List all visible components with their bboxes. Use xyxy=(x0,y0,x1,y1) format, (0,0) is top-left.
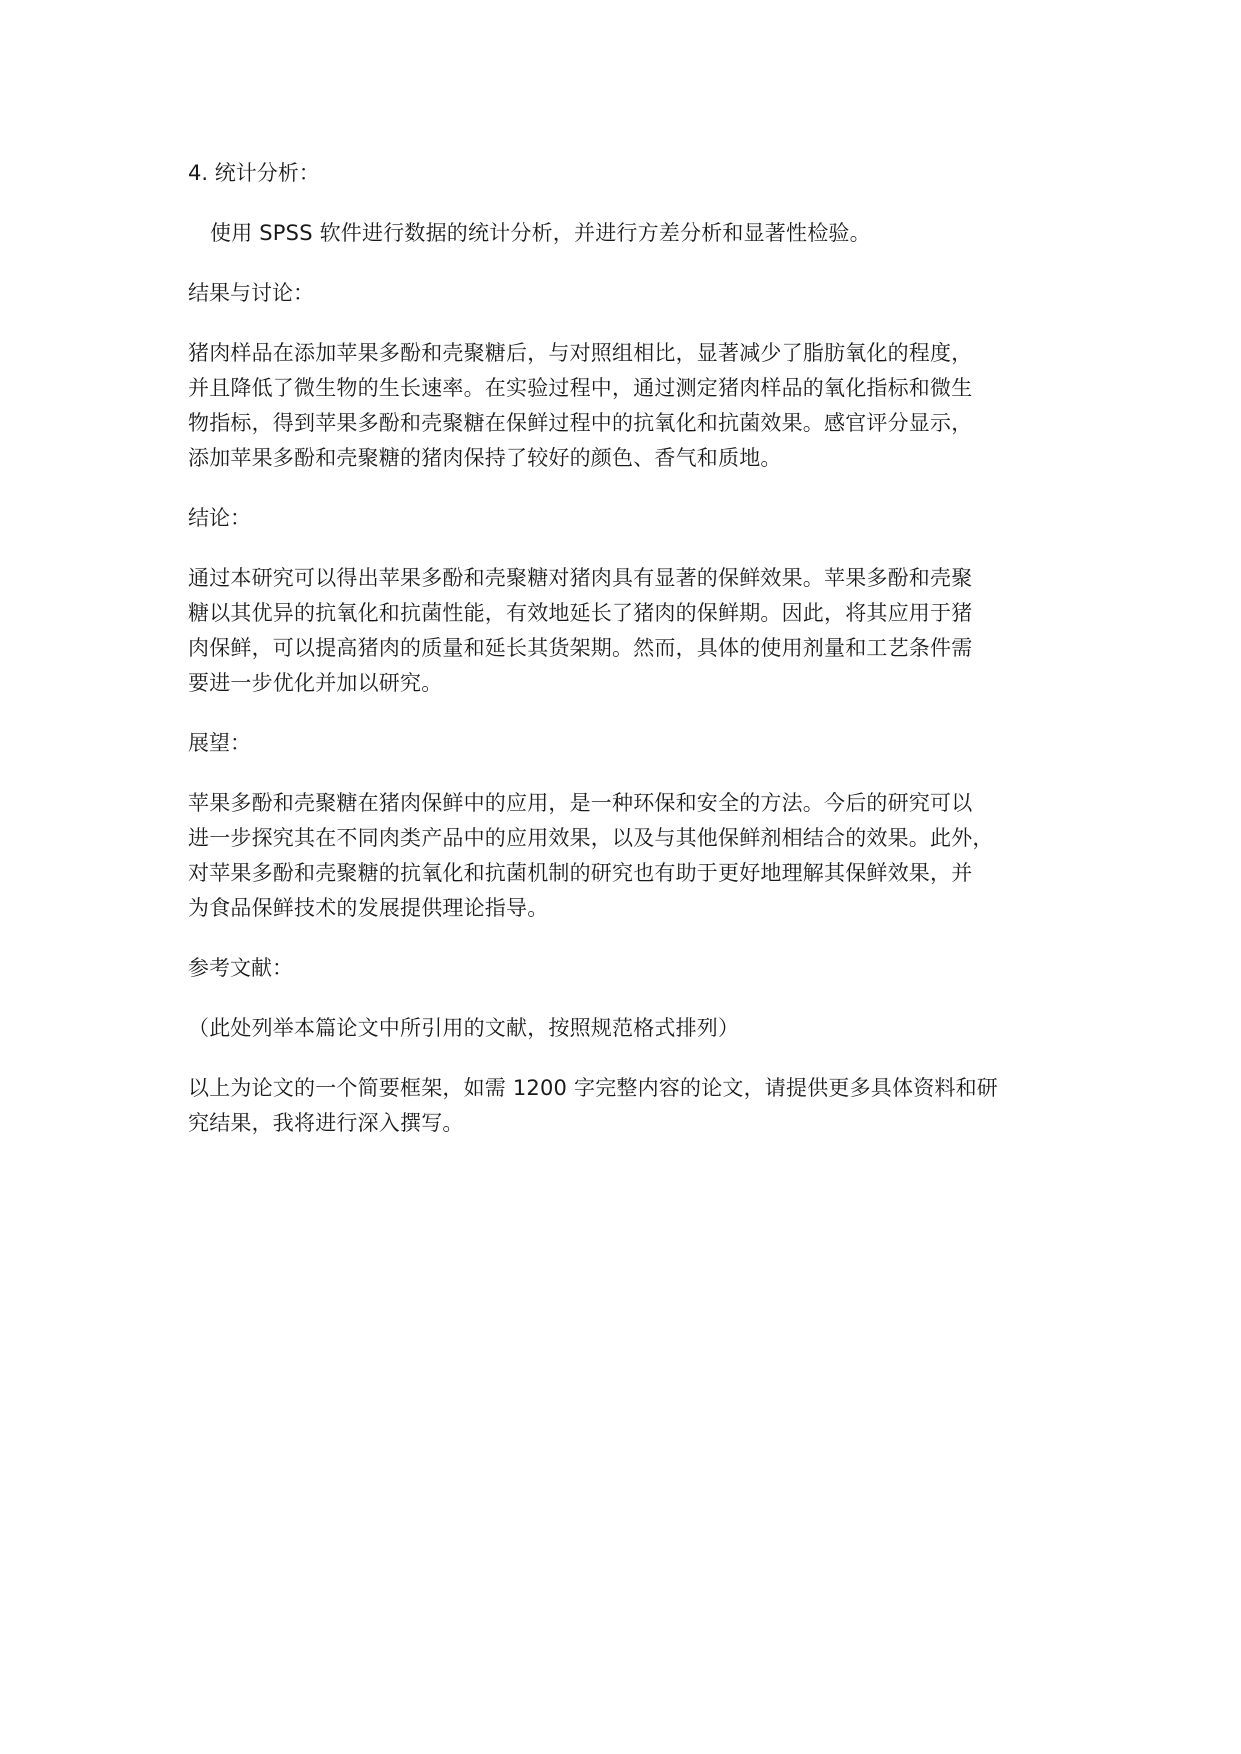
references-placeholder: （此处列举本篇论文中所引用的文献，按照规范格式排列） xyxy=(188,1016,740,1040)
outlook-heading: 展望： xyxy=(188,731,251,755)
conclusion-paragraph xyxy=(188,561,1068,701)
outlook-line: 进一步探究其在不同肉类产品中的应用效果，以及与其他保鲜剂相结合的效果。此外， xyxy=(188,826,994,850)
document-body xyxy=(188,156,1068,1166)
outlook-paragraph xyxy=(188,786,1068,926)
results-line: 猪肉样品在添加苹果多酚和壳聚糖后，与对照组相比，显著减少了脂肪氧化的程度， xyxy=(188,341,973,365)
conclusion-heading: 结论： xyxy=(188,506,251,530)
references-heading: 参考文献： xyxy=(188,956,293,980)
results-line: 添加苹果多酚和壳聚糖的猪肉保持了较好的颜色、香气和质地。 xyxy=(188,446,782,470)
stats-paragraph: 使用 SPSS 软件进行数据的统计分析，并进行方差分析和显著性检验。 xyxy=(210,221,871,245)
closing-line: 以上为论文的一个简要框架，如需 1200 字完整内容的论文，请提供更多具体资料和研 xyxy=(188,1076,998,1100)
conclusion-line: 糖以其优异的抗氧化和抗菌性能，有效地延长了猪肉的保鲜期。因此，将其应用于猪 xyxy=(188,601,973,625)
results-paragraph xyxy=(188,336,1068,476)
closing-paragraph xyxy=(188,1071,1068,1141)
conclusion-line: 要进一步优化并加以研究。 xyxy=(188,671,443,695)
results-line: 物指标，得到苹果多酚和壳聚糖在保鲜过程中的抗氧化和抗菌效果。感官评分显示， xyxy=(188,411,973,435)
conclusion-line: 肉保鲜，可以提高猪肉的质量和延长其货架期。然而，具体的使用剂量和工艺条件需 xyxy=(188,636,973,660)
outlook-line: 对苹果多酚和壳聚糖的抗氧化和抗菌机制的研究也有助于更好地理解其保鲜效果，并 xyxy=(188,861,973,885)
results-heading: 结果与讨论： xyxy=(188,281,314,305)
closing-line: 究结果，我将进行深入撰写。 xyxy=(188,1111,464,1135)
outlook-line: 苹果多酚和壳聚糖在猪肉保鲜中的应用，是一种环保和安全的方法。今后的研究可以 xyxy=(188,791,973,815)
outlook-line: 为食品保鲜技术的发展提供理论指导。 xyxy=(188,896,549,920)
stats-heading: 4. 统计分析： xyxy=(188,161,320,185)
results-line: 并且降低了微生物的生长速率。在实验过程中，通过测定猪肉样品的氧化指标和微生 xyxy=(188,376,973,400)
conclusion-line: 通过本研究可以得出苹果多酚和壳聚糖对猪肉具有显著的保鲜效果。苹果多酚和壳聚 xyxy=(188,566,973,590)
